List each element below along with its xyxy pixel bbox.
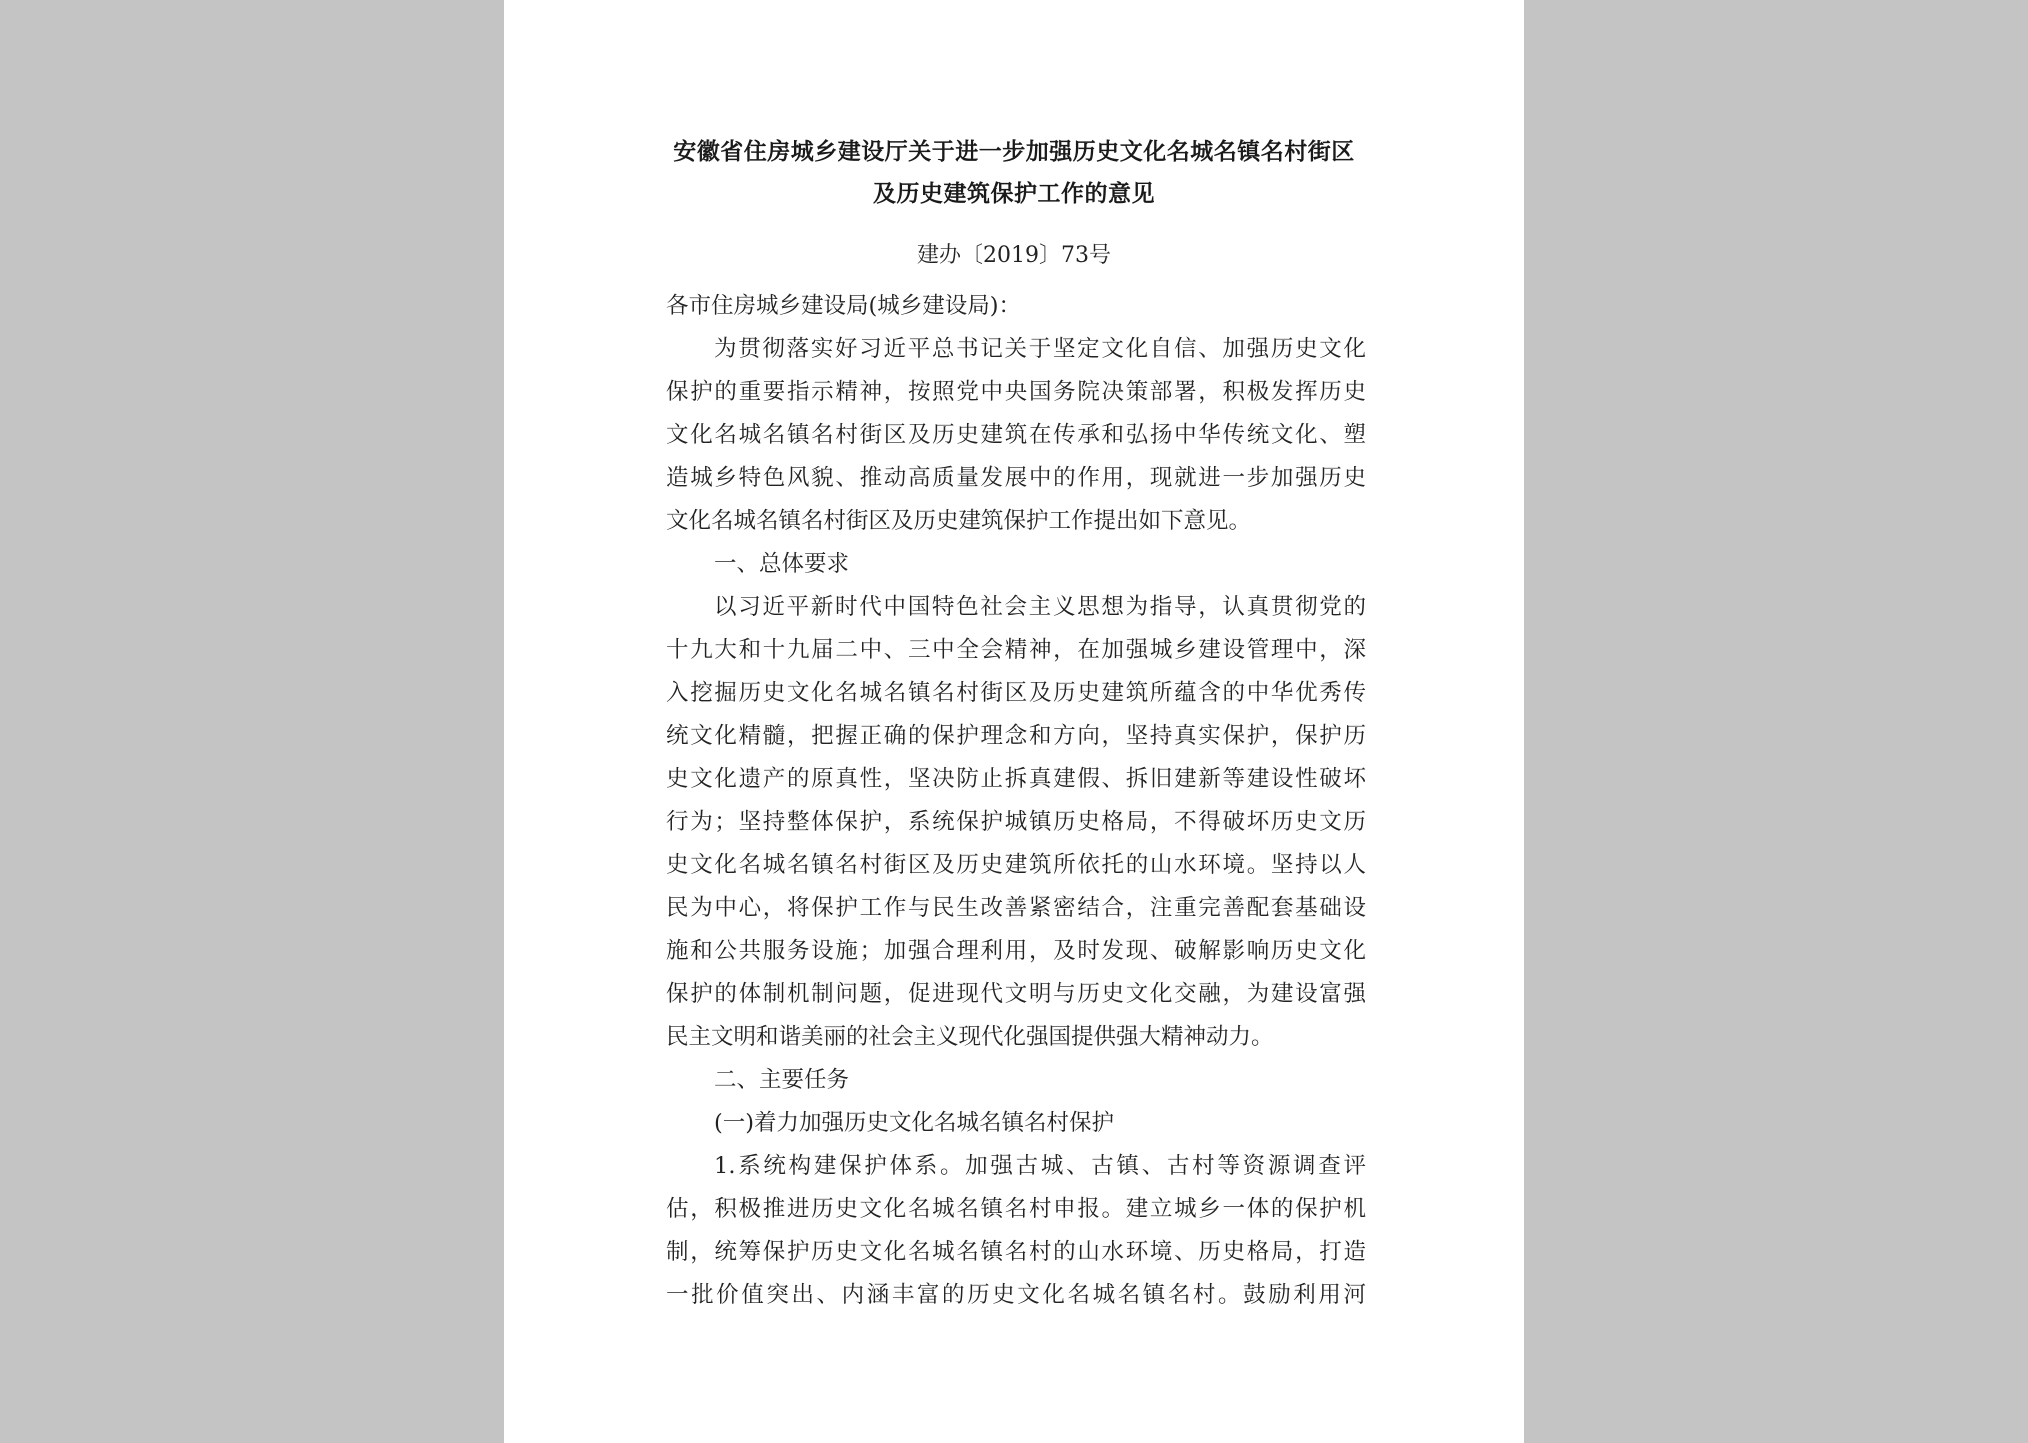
body-line: 民主文明和谐美丽的社会主义现代化强国提供强大精神动力。: [666, 1024, 1274, 1050]
body-line: 民为中心，将保护工作与民生改善紧密结合，注重完善配套基础设: [666, 895, 1366, 921]
section-heading: 一、总体要求: [714, 551, 850, 577]
body-line: 入挖掘历史文化名城名镇名村街区及历史建筑所蕴含的中华优秀传: [666, 680, 1366, 706]
body-line: 一批价值突出、内涵丰富的历史文化名城名镇名村。鼓励利用河: [666, 1282, 1366, 1308]
body-line: 统文化精髓，把握正确的保护理念和方向，坚持真实保护，保护历: [666, 723, 1366, 749]
salutation: 各市住房城乡建设局(城乡建设局)：: [666, 293, 1022, 319]
body-line: 估，积极推进历史文化名城名镇名村申报。建立城乡一体的保护机: [666, 1196, 1366, 1222]
document-number: 建办〔2019〕73号: [917, 243, 1111, 268]
body-line: 1.系统构建保护体系。加强古城、古镇、古村等资源调查评: [714, 1153, 1366, 1179]
document-title-line-1: 安徽省住房城乡建设厅关于进一步加强历史文化名城名镇名村街区: [673, 139, 1355, 165]
section-heading: 二、主要任务: [714, 1067, 850, 1093]
intro-line: 文化名城名镇名村街区及历史建筑在传承和弘扬中华传统文化、塑: [666, 422, 1366, 448]
body-line: 行为；坚持整体保护，系统保护城镇历史格局，不得破坏历史文历: [666, 809, 1366, 835]
body-line: 史文化遗产的原真性，坚决防止拆真建假、拆旧建新等建设性破坏: [666, 766, 1366, 792]
body-line: 保护的体制机制问题，促进现代文明与历史文化交融，为建设富强: [666, 981, 1366, 1007]
body-line: 史文化名城名镇名村街区及历史建筑所依托的山水环境。坚持以人: [666, 852, 1366, 878]
document-page: [504, 0, 1524, 1443]
subsection-heading: (一)着力加强历史文化名城名镇名村保护: [714, 1110, 1115, 1136]
body-line: 十九大和十九届二中、三中全会精神，在加强城乡建设管理中，深: [666, 637, 1366, 663]
intro-line: 为贯彻落实好习近平总书记关于坚定文化自信、加强历史文化: [714, 336, 1366, 362]
intro-line: 保护的重要指示精神，按照党中央国务院决策部署，积极发挥历史: [666, 379, 1366, 405]
body-line: 以习近平新时代中国特色社会主义思想为指导，认真贯彻党的: [714, 594, 1366, 620]
body-line: 制，统筹保护历史文化名城名镇名村的山水环境、历史格局，打造: [666, 1239, 1366, 1265]
body-line: 施和公共服务设施；加强合理利用，及时发现、破解影响历史文化: [666, 938, 1366, 964]
intro-line: 造城乡特色风貌、推动高质量发展中的作用，现就进一步加强历史: [666, 465, 1366, 491]
document-title-line-2: 及历史建筑保护工作的意见: [873, 181, 1155, 207]
intro-line: 文化名城名镇名村街区及历史建筑保护工作提出如下意见。: [666, 508, 1252, 534]
